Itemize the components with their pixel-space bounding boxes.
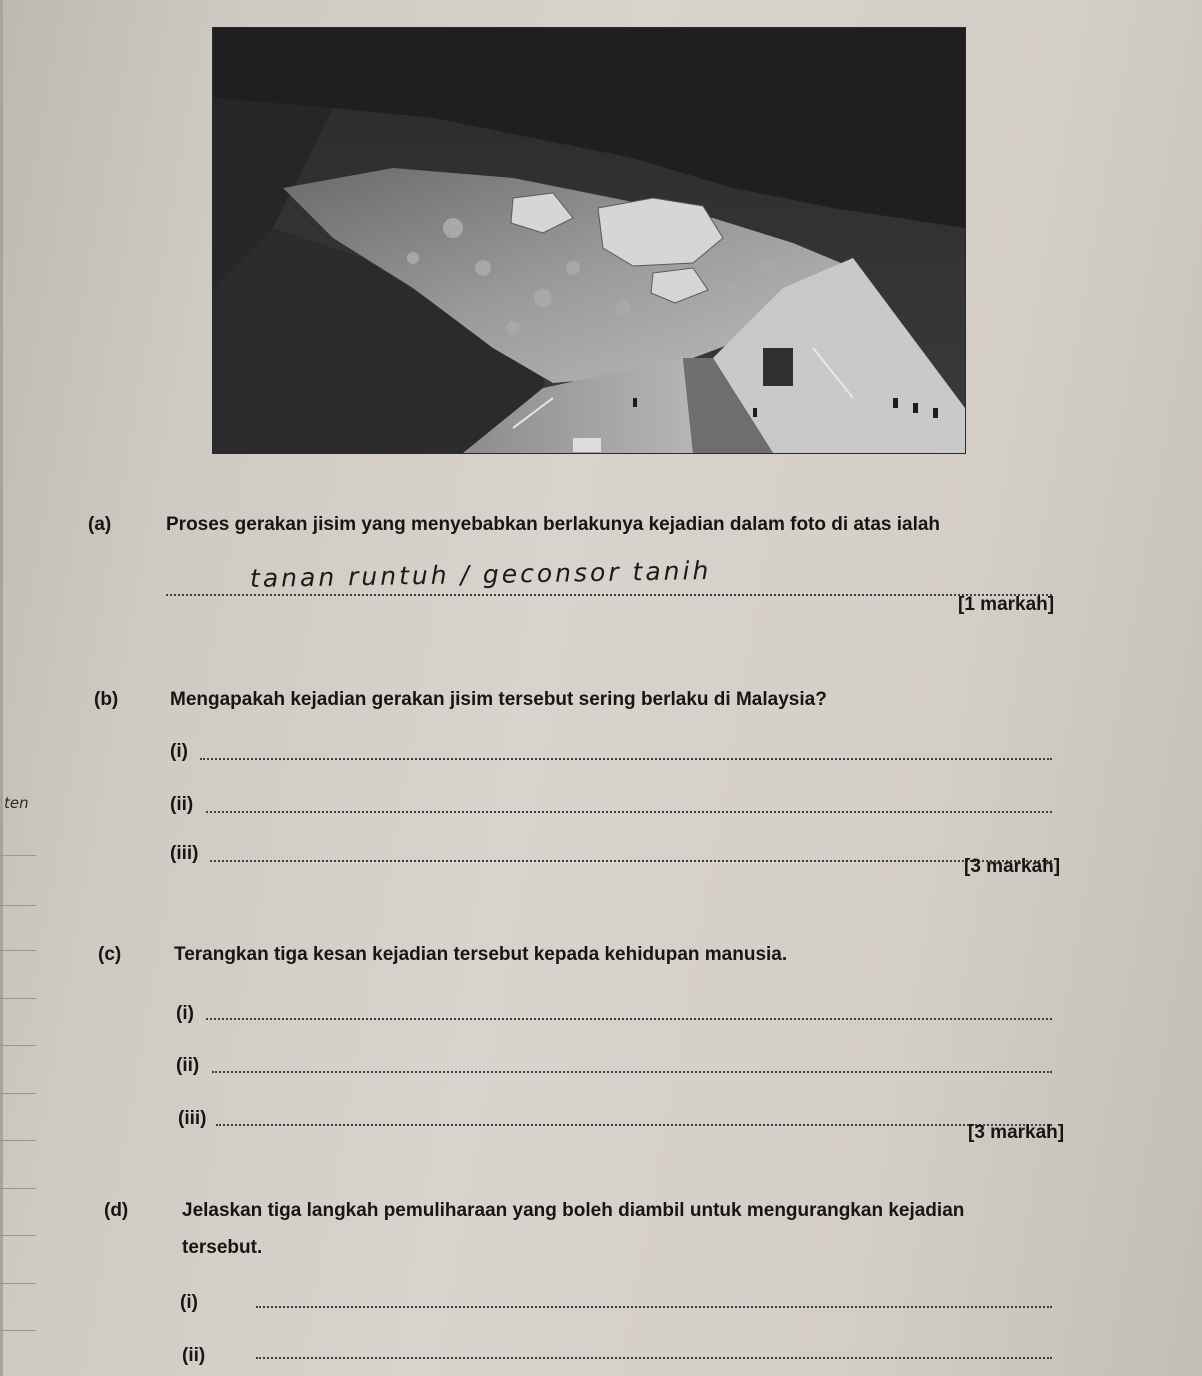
question-d-text-line1: Jelaskan tiga langkah pemuliharaan yang boleh diambil untuk mengurangkan kejadian xyxy=(182,1200,965,1221)
edge-tick xyxy=(0,1330,36,1331)
answer-line-a[interactable] xyxy=(166,594,1052,596)
edge-tick xyxy=(0,998,36,999)
answer-d-ii-label: (ii) xyxy=(182,1345,206,1366)
edge-tick xyxy=(0,905,36,906)
answer-line-c-iii[interactable] xyxy=(216,1124,1052,1126)
answer-b-i-label: (i) xyxy=(170,741,188,762)
answer-line-d-i[interactable] xyxy=(256,1306,1052,1308)
question-b-label: (b) xyxy=(94,689,119,710)
answer-line-c-ii[interactable] xyxy=(212,1071,1052,1073)
question-b-text: Mengapakah kejadian gerakan jisim tersebut sering berlaku di Malaysia? xyxy=(170,689,827,710)
question-d-label: (d) xyxy=(104,1200,129,1221)
marks-a: [1 markah] xyxy=(958,594,1055,615)
margin-note: ten xyxy=(4,794,29,812)
edge-tick xyxy=(0,1235,36,1236)
answer-b-ii-label: (ii) xyxy=(170,794,194,815)
page-left-edge xyxy=(0,0,3,1376)
answer-c-i-label: (i) xyxy=(176,1003,194,1024)
question-a-text: Proses gerakan jisim yang menyebabkan berlakunya kejadian dalam foto di atas ialah xyxy=(166,514,941,535)
landslide-photo xyxy=(212,27,966,454)
answer-line-c-i[interactable] xyxy=(206,1018,1052,1020)
question-d-text-line2: tersebut. xyxy=(182,1237,263,1258)
answer-line-d-ii[interactable] xyxy=(256,1357,1052,1359)
marks-c: [3 markah] xyxy=(968,1122,1065,1143)
answer-c-ii-label: (ii) xyxy=(176,1055,200,1076)
edge-tick xyxy=(0,1283,36,1284)
answer-b-iii-label: (iii) xyxy=(170,843,199,864)
edge-tick xyxy=(0,1188,36,1189)
handwritten-answer-a: tanan runtuh / geconsor tanih xyxy=(249,555,712,594)
edge-tick xyxy=(0,1045,36,1046)
question-c-label: (c) xyxy=(98,944,122,965)
answer-c-iii-label: (iii) xyxy=(178,1108,207,1129)
answer-line-b-iii[interactable] xyxy=(210,860,1052,862)
answer-line-b-i[interactable] xyxy=(200,758,1052,760)
edge-tick xyxy=(0,1140,36,1141)
landslide-photo-icon xyxy=(213,28,965,453)
marks-b: [3 markah] xyxy=(964,856,1061,877)
answer-line-b-ii[interactable] xyxy=(206,811,1052,813)
question-a-label: (a) xyxy=(88,514,112,535)
edge-tick xyxy=(0,950,36,951)
question-c-text: Terangkan tiga kesan kejadian tersebut kepada kehidupan manusia. xyxy=(174,944,788,965)
answer-d-i-label: (i) xyxy=(180,1292,198,1313)
edge-tick xyxy=(0,1093,36,1094)
edge-tick xyxy=(0,855,36,856)
